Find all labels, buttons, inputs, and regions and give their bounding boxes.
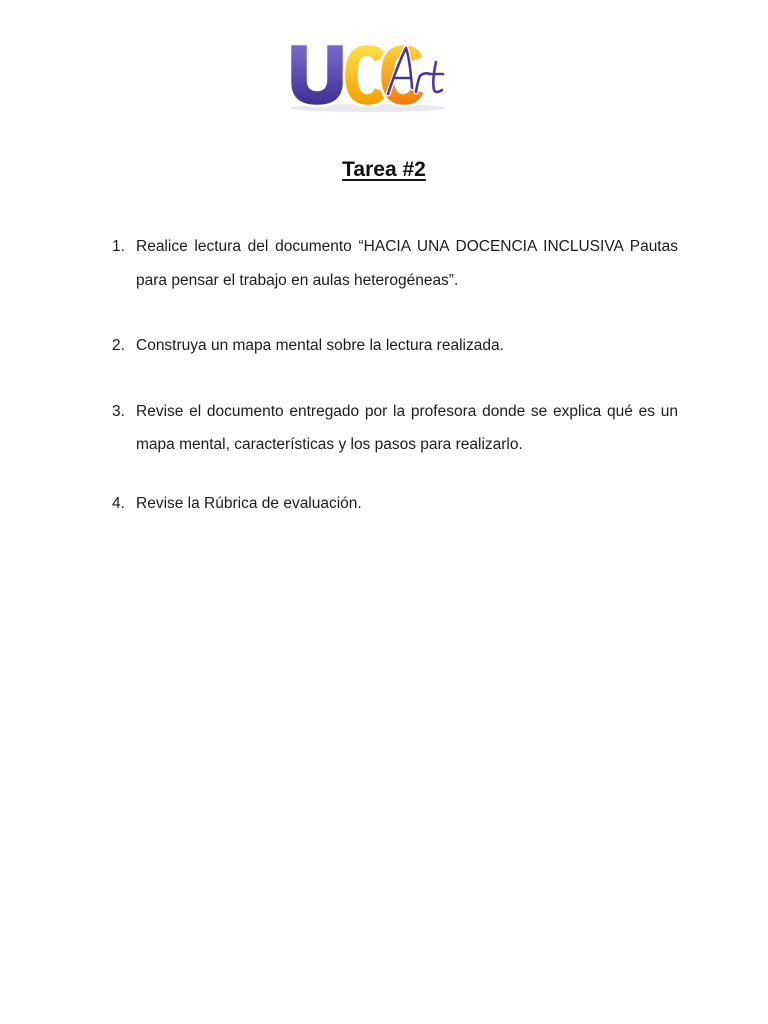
list-item [110, 230, 678, 297]
list-item [110, 329, 678, 363]
list-item [110, 395, 678, 462]
list-item [110, 487, 678, 521]
task-list [110, 230, 678, 520]
ucc-art-logo [284, 36, 452, 114]
list-item-text: Construya un mapa mental sobre la lectura realizada. [136, 337, 504, 354]
page-title: Tarea #2 [342, 158, 426, 181]
list-item-number: 4. [112, 494, 125, 512]
list-item-number: 3. [112, 402, 125, 420]
list-item-number: 1. [112, 238, 125, 255]
list-item-number: 2. [112, 337, 125, 354]
list-item-text: Realice lectura del documento “HACIA UNA DOCENCIA INCLUSIVA Pautas para pensar el trabajo en aulas heterogéneas”. [136, 238, 678, 289]
list-item-text: Revise el documento entregado por la profesora donde se explica qué es un mapa mental, características y los pasos para realizarlo. [136, 402, 678, 453]
list-item-text: Revise la Rúbrica de evaluación. [136, 494, 362, 512]
